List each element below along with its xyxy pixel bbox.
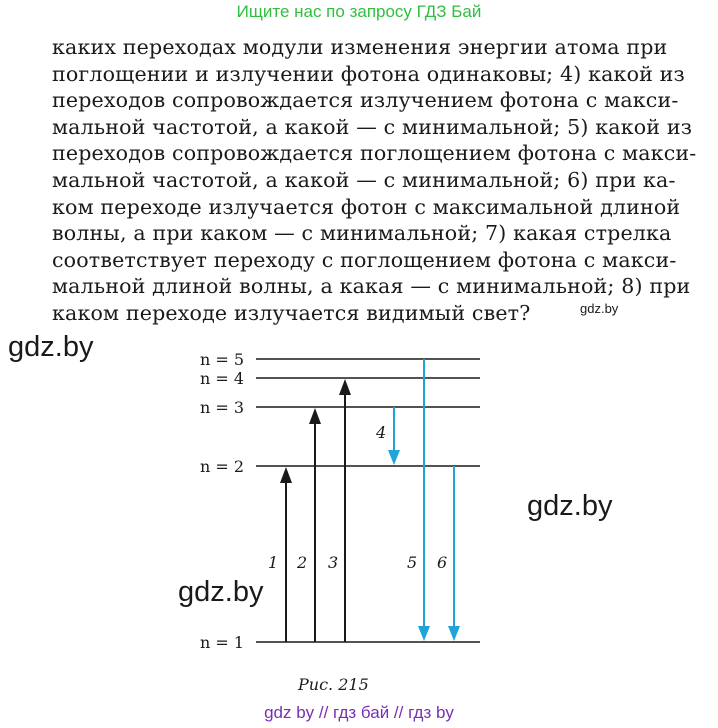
text-line: соответствует переходу с поглощением фотона с макси- bbox=[52, 247, 677, 272]
text-line: каких переходах модули изменения энергии атома при bbox=[52, 35, 668, 59]
watermark-middle: gdz.by bbox=[178, 576, 264, 608]
text-line: поглощении и излучении фотона одинаковы; 4) какой из bbox=[52, 61, 685, 86]
transition-arrow-4 bbox=[388, 407, 400, 465]
text-line: переходов сопровождается излучением фотона с макси- bbox=[52, 88, 679, 113]
arrow-label: 6 bbox=[437, 553, 448, 572]
level-label: n = 1 bbox=[200, 633, 245, 652]
watermark-small: gdz.by bbox=[580, 301, 619, 316]
arrow-label: 4 bbox=[376, 423, 387, 442]
text-line: переходов сопровождается поглощением фотона с макси- bbox=[52, 141, 697, 166]
energy-levels bbox=[256, 359, 480, 642]
watermark-left: gdz.by bbox=[8, 331, 94, 363]
text-line: каком переходе излучается видимый свет? bbox=[52, 300, 531, 325]
footer-links: gdz by // гдз бай // гдз by bbox=[264, 703, 454, 722]
promo-header: Ищите нас по запросу ГДЗ Бай bbox=[236, 2, 482, 21]
arrow-label: 3 bbox=[328, 553, 339, 572]
text-line: мальной частотой, а какой — с минимальной; 6) при ка- bbox=[52, 167, 676, 192]
transition-arrow-6 bbox=[448, 466, 460, 641]
level-label: n = 2 bbox=[200, 457, 245, 476]
transition-arrow-2 bbox=[309, 408, 321, 642]
level-label: n = 3 bbox=[200, 398, 245, 417]
watermark-right: gdz.by bbox=[527, 490, 613, 522]
transition-arrow-1 bbox=[280, 467, 292, 642]
level-label: n = 4 bbox=[200, 369, 245, 388]
transition-arrow-5 bbox=[418, 359, 430, 641]
text-line: мальной длиной волны, а какая — с минимальной; 8) при bbox=[52, 274, 691, 299]
arrow-label: 5 bbox=[407, 553, 418, 572]
text-line: ком переходе излучается фотон с максимальной длиной bbox=[52, 194, 681, 219]
text-line: волны, а при каком — с минимальной; 7) какая стрелка bbox=[52, 221, 672, 246]
arrow-label: 1 bbox=[268, 553, 279, 572]
text-line: мальной частотой, а какой — с минимальной; 5) какой из bbox=[52, 114, 693, 139]
arrow-label: 2 bbox=[297, 553, 308, 572]
level-label: n = 5 bbox=[200, 350, 245, 369]
transition-arrow-3 bbox=[339, 379, 351, 642]
figure-caption: Рис. 215 bbox=[298, 675, 369, 694]
